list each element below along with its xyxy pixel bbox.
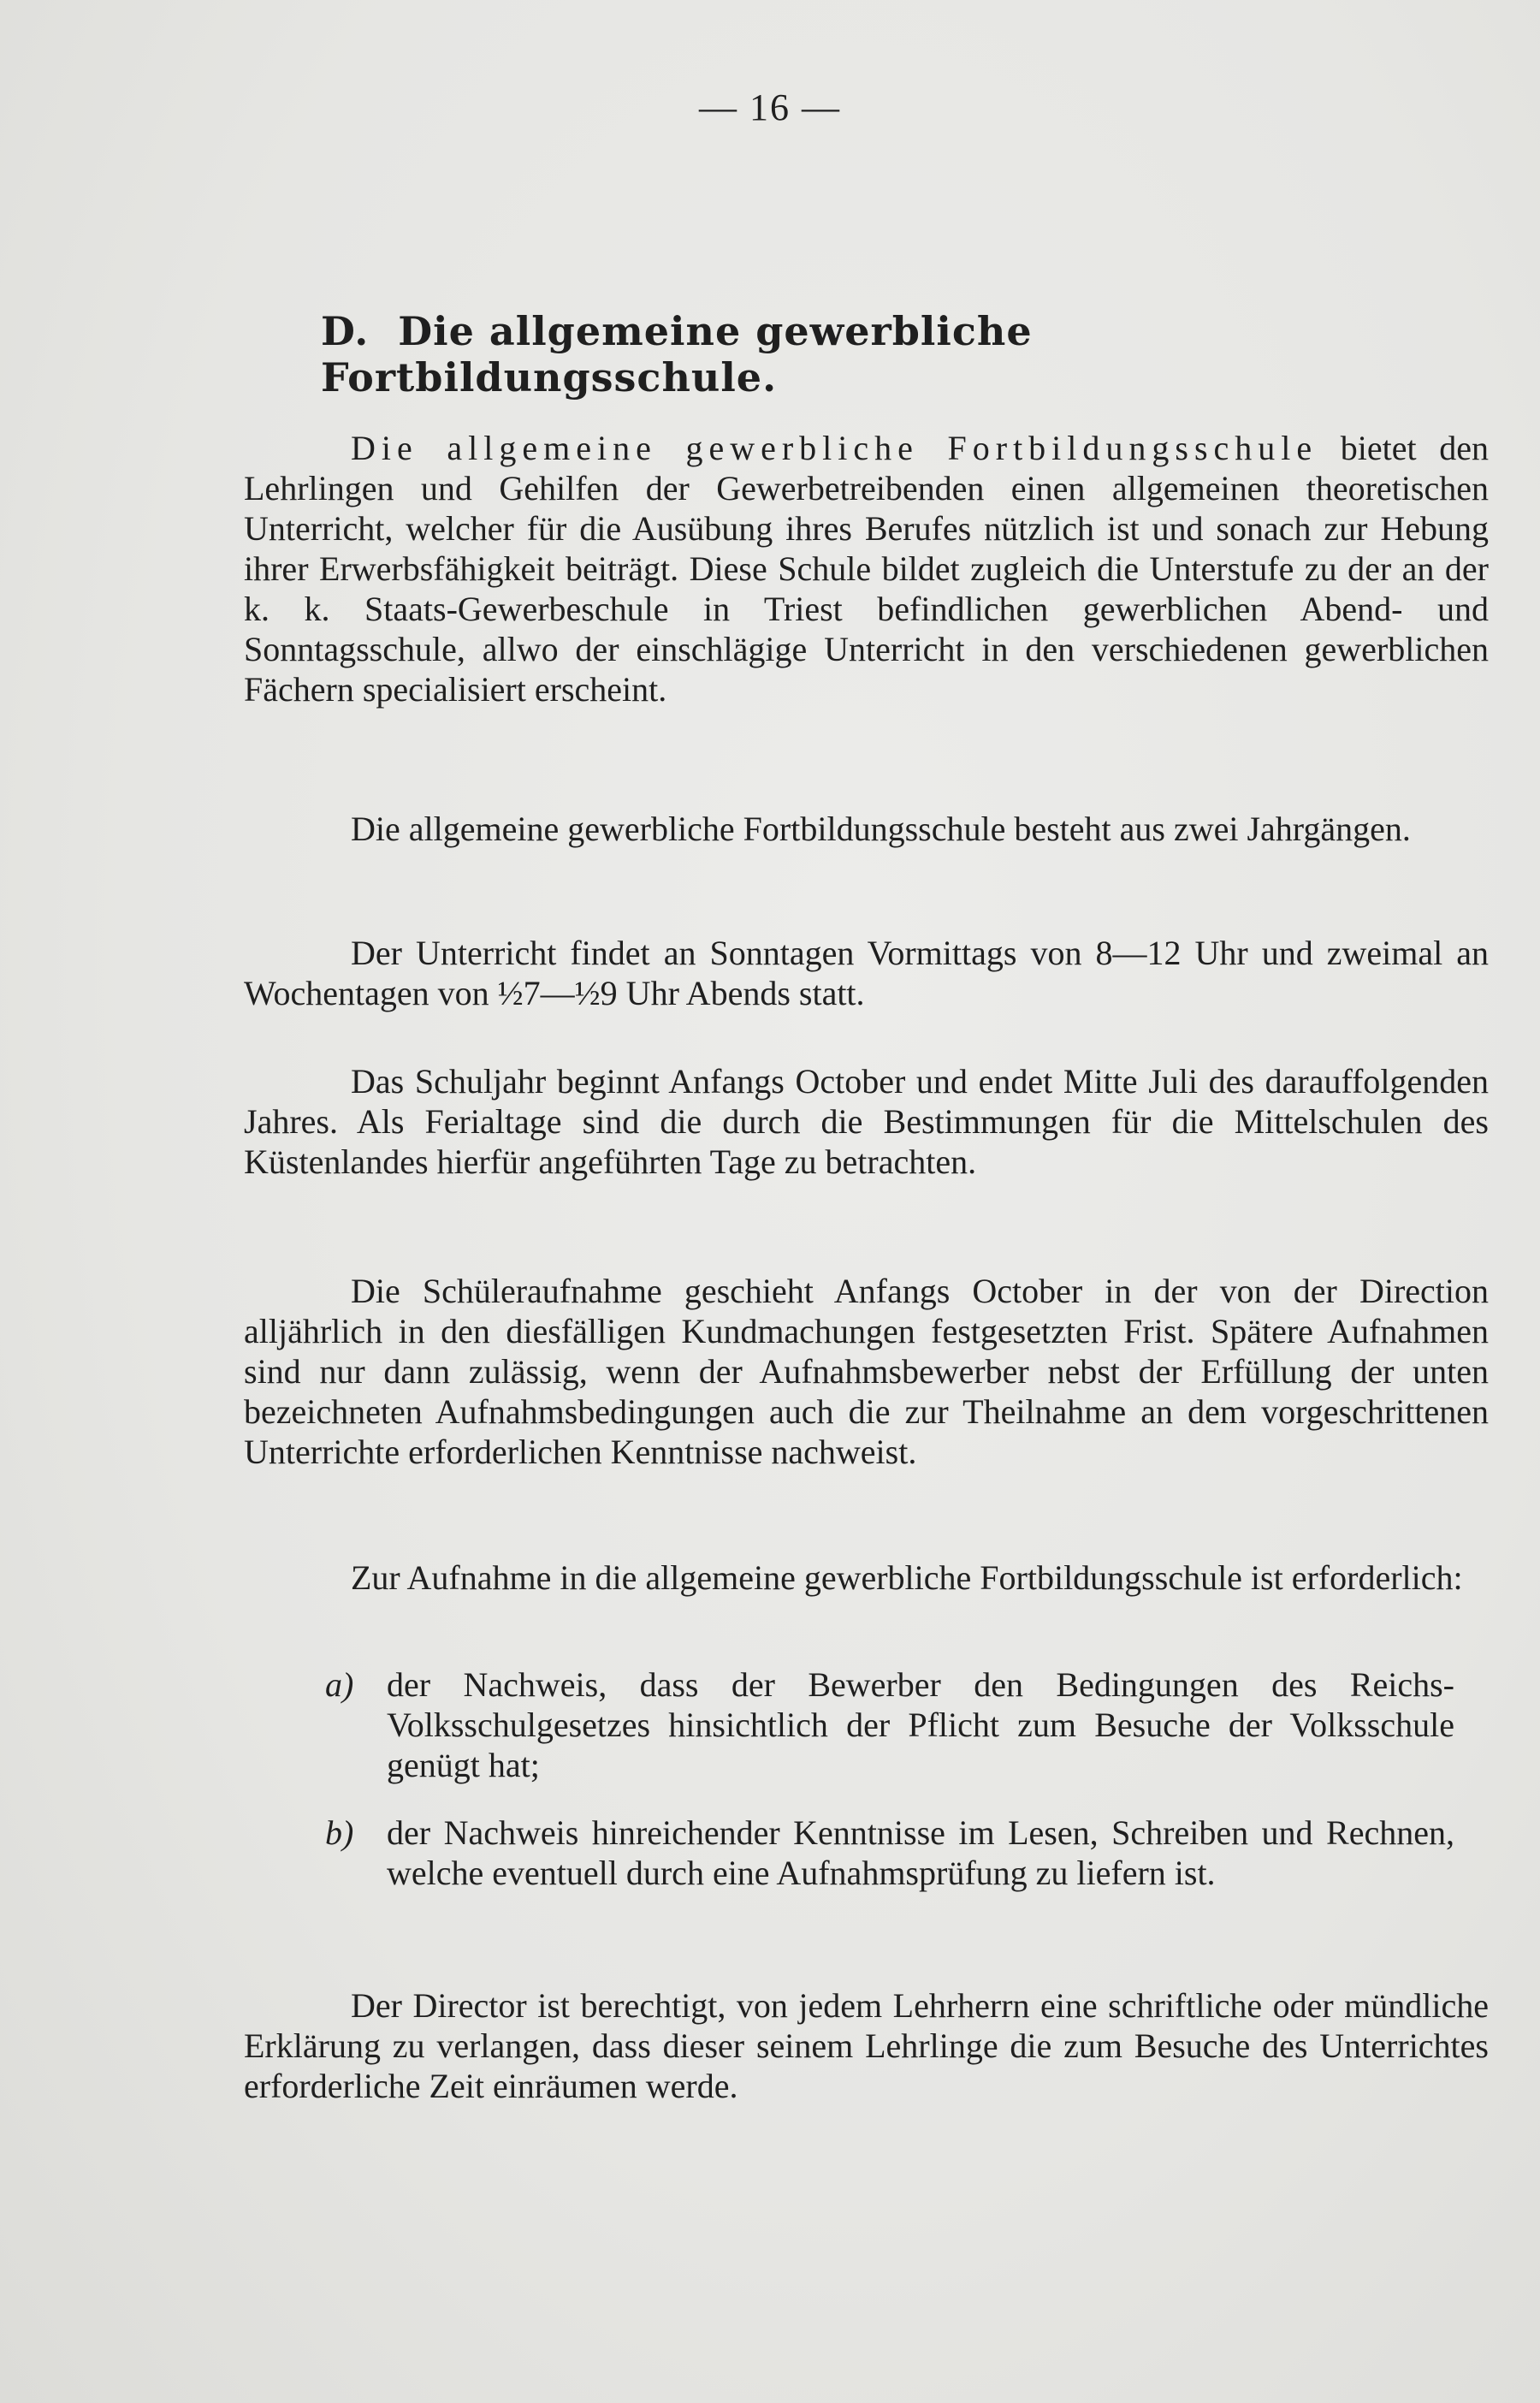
- paragraph-2: Die allgemeine gewerbliche Fortbildungsschule besteht aus zwei Jahrgängen.: [351, 810, 1411, 848]
- section-title: Die allgemeine gewerbliche Fortbildungsschule.: [321, 308, 1033, 400]
- list-item-a: [325, 1664, 1454, 1785]
- paragraph-5: Die Schüleraufnahme geschieht Anfangs October in der von der Direction alljährlich in den diesfälligen Kundmachungen festgesetzten Frist. Spätere Aufnahmen sind nur dann zulässig, wenn der Aufnahmsbewerber nebst der Erfüllung der unten bezeichneten Aufnahmsbedingungen auch die zur Theilnahme an dem vorgeschrittenen Unterrichte erforderlichen Kenntnisse nachweist.: [244, 1272, 1489, 1471]
- list-marker-b: b): [325, 1813, 354, 1852]
- section-letter: D.: [321, 308, 370, 354]
- list-item-b: [325, 1813, 1454, 1893]
- list-text-a: der Nachweis, dass der Bewerber den Bedingungen des Reichs-Volksschulgesetzes hinsichtlich der Pflicht zum Besuche der Volksschule genügt hat;: [387, 1665, 1454, 1784]
- paragraph-4: Das Schuljahr beginnt Anfangs October und endet Mitte Juli des darauffolgenden Jahres. Als Ferialtage sind die durch die Bestimmungen für die Mittelschulen des Küstenlandes hierfür angeführten Tage zu betrachten.: [244, 1062, 1489, 1181]
- list-marker-a: a): [325, 1665, 354, 1704]
- paragraph-7: Der Director ist berechtigt, von jedem Lehrherrn eine schriftliche oder mündliche Erklärung zu verlangen, dass dieser seinem Lehrlinge die zum Besuche des Unterrichtes erforderliche Zeit einräumen werde.: [244, 1986, 1489, 2105]
- list-text-b: der Nachweis hinreichender Kenntnisse im Lesen, Schreiben und Rechnen, welche eventuell durch eine Aufnahmsprüfung zu liefern ist.: [387, 1813, 1454, 1892]
- paragraph-1-text: bietet den Lehrlingen und Gehilfen der Gewerbetreibenden einen allgemeinen theoretischen Unterricht, welcher für die Ausübung ihres Berufes nützlich ist und sonach zur Hebung ihrer Erwerbsfähigkeit beiträgt. Diese Schule bildet zugleich die Unterstufe zu der an der k. k. Staats-Gewerbeschule in Triest befindlichen gewerblichen Abend- und Sonntagsschule, allwo der einschlägige Unterricht in den verschiedenen gewerblichen Fächern specialisiert erscheint.: [244, 429, 1489, 709]
- paragraph-1: [244, 428, 1489, 709]
- page-number: — 16 —: [699, 86, 841, 128]
- paragraph-3: Der Unterricht findet an Sonntagen Vormittags von 8—12 Uhr und zweimal an Wochentagen von ½7—½9 Uhr Abends statt.: [244, 934, 1489, 1012]
- paragraph-6: Zur Aufnahme in die allgemeine gewerbliche Fortbildungsschule ist erforderlich:: [351, 1558, 1463, 1597]
- paragraph-1-emphasis: Die allgemeine gewerbliche Fortbildungsschule: [351, 429, 1318, 467]
- section-heading: [321, 308, 1454, 400]
